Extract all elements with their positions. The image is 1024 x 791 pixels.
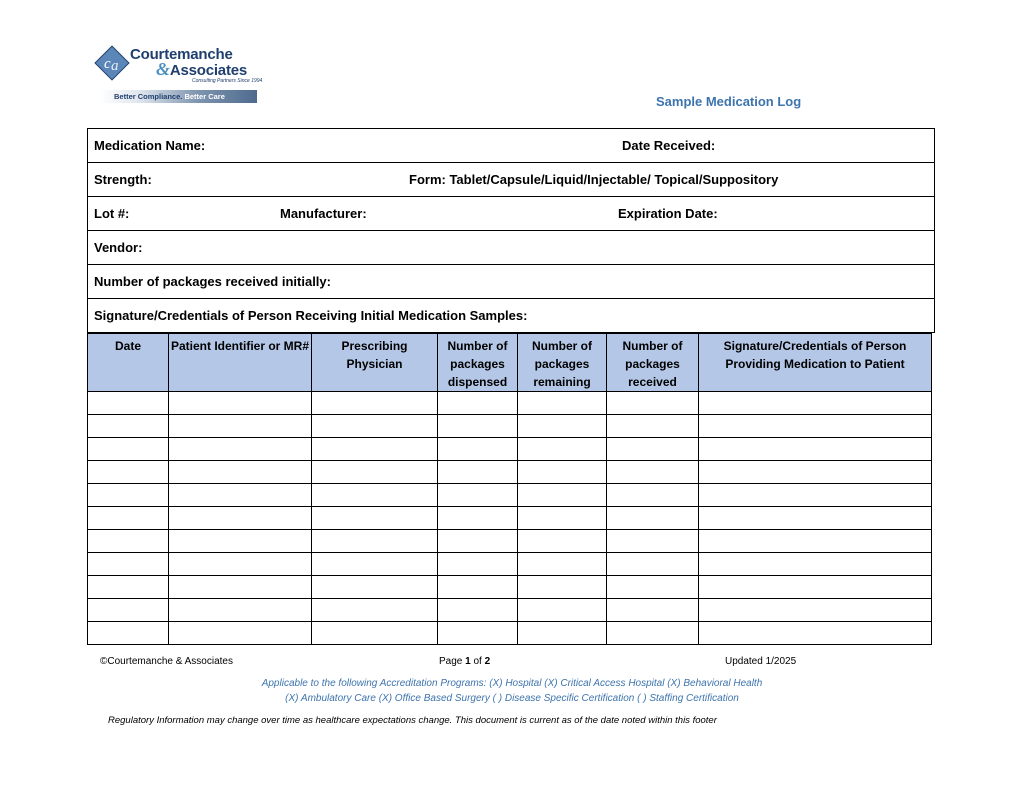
logo-tagline: Consulting Partners Since 1994 bbox=[192, 78, 263, 84]
svg-text:c: c bbox=[104, 56, 111, 72]
logo-name-line1: Courtemanche bbox=[130, 46, 233, 63]
table-header-row bbox=[88, 334, 932, 392]
medication-info-block bbox=[87, 128, 935, 333]
logo-name-line2 bbox=[156, 59, 247, 80]
table-cell[interactable] bbox=[88, 507, 169, 530]
accreditation-programs-line2: (X) Ambulatory Care (X) Office Based Surgery ( ) Disease Specific Certification ( ) Staffing Certification bbox=[285, 693, 739, 704]
company-logo bbox=[94, 45, 263, 105]
table-cell[interactable] bbox=[699, 553, 932, 576]
packages-received-label: Number of packages received initially: bbox=[94, 274, 331, 289]
ca-monogram-icon bbox=[94, 45, 130, 81]
table-cell[interactable] bbox=[438, 576, 518, 599]
info-row-lot bbox=[88, 197, 934, 231]
medication-name-label: Medication Name: bbox=[94, 138, 206, 153]
header-packages-received: Number of packages received bbox=[607, 334, 699, 392]
date-received-label: Date Received: bbox=[622, 138, 716, 153]
table-cell[interactable] bbox=[312, 484, 438, 507]
table-cell[interactable] bbox=[438, 599, 518, 622]
table-cell[interactable] bbox=[699, 599, 932, 622]
table-cell[interactable] bbox=[699, 484, 932, 507]
form-label: Form: Tablet/Capsule/Liquid/Injectable/ Topical/Suppository bbox=[409, 172, 779, 187]
strength-label: Strength: bbox=[94, 172, 152, 187]
table-cell[interactable] bbox=[88, 392, 169, 415]
table-cell[interactable] bbox=[438, 461, 518, 484]
table-row bbox=[88, 415, 932, 438]
info-row-strength bbox=[88, 163, 934, 197]
table-cell[interactable] bbox=[169, 461, 312, 484]
table-cell[interactable] bbox=[88, 599, 169, 622]
table-cell[interactable] bbox=[518, 576, 607, 599]
logo-slogan-right: Better Care bbox=[184, 92, 225, 101]
manufacturer-label: Manufacturer: bbox=[280, 206, 367, 221]
table-cell[interactable] bbox=[518, 415, 607, 438]
table-cell[interactable] bbox=[699, 415, 932, 438]
svg-text:a: a bbox=[111, 58, 119, 74]
table-cell[interactable] bbox=[169, 438, 312, 461]
table-cell[interactable] bbox=[312, 415, 438, 438]
table-cell[interactable] bbox=[607, 530, 699, 553]
info-row-medication bbox=[88, 129, 934, 163]
table-cell[interactable] bbox=[438, 530, 518, 553]
table-cell[interactable] bbox=[438, 438, 518, 461]
page-of: of bbox=[470, 656, 485, 667]
table-cell[interactable] bbox=[312, 461, 438, 484]
table-row bbox=[88, 392, 932, 415]
header-patient-identifier: Patient Identifier or MR# bbox=[169, 334, 312, 392]
table-cell[interactable] bbox=[518, 461, 607, 484]
table-cell[interactable] bbox=[312, 392, 438, 415]
table-row bbox=[88, 484, 932, 507]
info-row-packages bbox=[88, 265, 934, 299]
vendor-label: Vendor: bbox=[94, 240, 143, 255]
table-cell[interactable] bbox=[88, 438, 169, 461]
table-cell[interactable] bbox=[88, 576, 169, 599]
logo-slogan-bar bbox=[100, 90, 257, 103]
table-cell[interactable] bbox=[607, 507, 699, 530]
table-cell[interactable] bbox=[518, 484, 607, 507]
table-row bbox=[88, 507, 932, 530]
header-packages-remaining: Number of packages remaining bbox=[518, 334, 607, 392]
receiving-signature-label: Signature/Credentials of Person Receiving Initial Medication Samples: bbox=[94, 308, 528, 323]
header-packages-dispensed: Number of packages dispensed bbox=[438, 334, 518, 392]
table-cell[interactable] bbox=[88, 461, 169, 484]
logo-ampersand: & bbox=[156, 59, 170, 79]
info-row-vendor bbox=[88, 231, 934, 265]
table-cell[interactable] bbox=[438, 622, 518, 645]
footer-page-number bbox=[439, 656, 490, 667]
header-signature-providing: Signature/Credentials of Person Providing Medication to Patient bbox=[699, 334, 932, 392]
table-cell[interactable] bbox=[607, 622, 699, 645]
table-cell[interactable] bbox=[518, 392, 607, 415]
table-cell[interactable] bbox=[518, 507, 607, 530]
table-cell[interactable] bbox=[88, 553, 169, 576]
medication-log-table bbox=[87, 333, 932, 645]
lot-label: Lot #: bbox=[94, 206, 130, 221]
table-cell[interactable] bbox=[607, 415, 699, 438]
table-cell[interactable] bbox=[607, 438, 699, 461]
table-cell[interactable] bbox=[312, 507, 438, 530]
table-row bbox=[88, 438, 932, 461]
logo-slogan-left: Better Compliance. bbox=[114, 92, 183, 101]
table-cell[interactable] bbox=[607, 392, 699, 415]
table-row bbox=[88, 622, 932, 645]
table-cell[interactable] bbox=[607, 553, 699, 576]
table-cell[interactable] bbox=[169, 553, 312, 576]
table-cell[interactable] bbox=[607, 461, 699, 484]
table-cell[interactable] bbox=[312, 438, 438, 461]
table-cell[interactable] bbox=[169, 530, 312, 553]
table-cell[interactable] bbox=[518, 622, 607, 645]
table-cell[interactable] bbox=[169, 622, 312, 645]
table-cell[interactable] bbox=[438, 553, 518, 576]
table-cell[interactable] bbox=[88, 622, 169, 645]
header-prescribing-physician: Prescribing Physician bbox=[312, 334, 438, 392]
table-cell[interactable] bbox=[169, 415, 312, 438]
table-cell[interactable] bbox=[518, 530, 607, 553]
table-row bbox=[88, 576, 932, 599]
page-total: 2 bbox=[484, 656, 491, 667]
table-cell[interactable] bbox=[699, 392, 932, 415]
document-title: Sample Medication Log bbox=[656, 94, 802, 109]
table-cell[interactable] bbox=[169, 507, 312, 530]
table-cell[interactable] bbox=[438, 484, 518, 507]
table-cell[interactable] bbox=[518, 599, 607, 622]
table-cell[interactable] bbox=[88, 484, 169, 507]
accreditation-programs-line1: Applicable to the following Accreditation Programs: (X) Hospital (X) Critical Access Hospital (X) Behavioral Health bbox=[261, 678, 763, 689]
info-row-signature bbox=[88, 299, 934, 332]
table-cell[interactable] bbox=[169, 576, 312, 599]
table-cell[interactable] bbox=[607, 599, 699, 622]
footer-updated-date: Updated 1/2025 bbox=[725, 656, 797, 667]
table-row bbox=[88, 599, 932, 622]
table-row bbox=[88, 461, 932, 484]
table-row bbox=[88, 553, 932, 576]
table-cell[interactable] bbox=[312, 553, 438, 576]
footer-copyright: ©Courtemanche & Associates bbox=[100, 656, 233, 667]
table-cell[interactable] bbox=[438, 507, 518, 530]
page-current: 1 bbox=[465, 656, 471, 667]
table-cell[interactable] bbox=[312, 599, 438, 622]
table-cell[interactable] bbox=[699, 576, 932, 599]
table-cell[interactable] bbox=[312, 576, 438, 599]
table-cell[interactable] bbox=[169, 484, 312, 507]
table-body bbox=[88, 392, 932, 645]
table-cell[interactable] bbox=[438, 415, 518, 438]
table-cell[interactable] bbox=[88, 415, 169, 438]
table-row bbox=[88, 530, 932, 553]
logo-name-associates: Associates bbox=[169, 62, 248, 79]
table-cell[interactable] bbox=[607, 576, 699, 599]
table-cell[interactable] bbox=[699, 622, 932, 645]
table-cell[interactable] bbox=[88, 530, 169, 553]
table-cell[interactable] bbox=[518, 438, 607, 461]
expiration-date-label: Expiration Date: bbox=[618, 206, 718, 221]
table-cell[interactable] bbox=[169, 599, 312, 622]
header-date: Date bbox=[88, 334, 169, 392]
page-prefix: Page bbox=[439, 656, 466, 667]
table-cell[interactable] bbox=[699, 461, 932, 484]
table-cell[interactable] bbox=[169, 392, 312, 415]
table-cell[interactable] bbox=[438, 392, 518, 415]
table-cell[interactable] bbox=[312, 530, 438, 553]
table-cell[interactable] bbox=[312, 622, 438, 645]
table-cell[interactable] bbox=[699, 507, 932, 530]
regulatory-notice: Regulatory Information may change over time as healthcare expectations change. This document is current as of the date noted within this footer bbox=[108, 715, 717, 726]
table-cell[interactable] bbox=[518, 553, 607, 576]
table-cell[interactable] bbox=[607, 484, 699, 507]
table-cell[interactable] bbox=[699, 438, 932, 461]
table-cell[interactable] bbox=[699, 530, 932, 553]
